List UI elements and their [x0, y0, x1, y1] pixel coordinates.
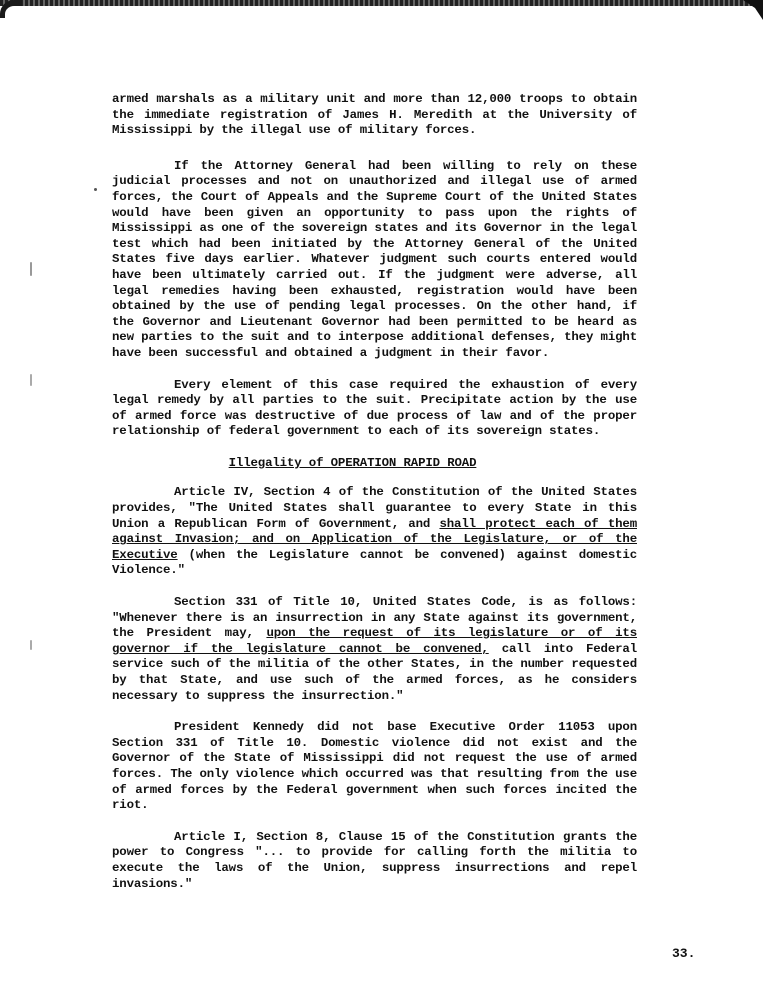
article-iv-underlined: shall protect each of them against Invasion; and on Application of the Legislature, or of the Executive — [112, 516, 637, 562]
paragraph-exhaustion-of-remedies: Every element of this case required the exhaustion of every legal remedy by all parties to the suit. Precipitate action by the use of armed force was destructive of due process of law and of the proper relationship of federal government to each of its sovereign states. — [112, 377, 637, 439]
paragraph-meredith-continuation: armed marshals as a military unit and more than 12,000 troops to obtain the immediate registration of James H. Meredith at the University of Mississippi by the illegal use of military forces. — [112, 92, 637, 138]
section-331-text-end: call into Federal service such of the militia of the other States, in the number requested by that State, and use such of the armed forces, as he considers necessary to suppress the insurrection." — [112, 641, 637, 703]
paragraph-article-i: Article I, Section 8, Clause 15 of the Constitution grants the power to Congress "... to provide for calling forth the militia to execute the laws of the Union, suppress insurrections and repel invasions." — [112, 829, 637, 891]
margin-speck — [30, 374, 32, 386]
article-iv-text: Article IV, Section 4 of the Constitution of the United States provides, "The United States shall guarantee to every State in this Union a Republican Form of Government, and — [112, 485, 637, 531]
margin-speck — [94, 188, 97, 191]
margin-speck — [30, 640, 32, 650]
document-body — [112, 92, 637, 908]
paragraph-judicial-processes: If the Attorney General had been willing to rely on these judicial processes and not on unauthorized and illegal use of armed forces, the Court of Appeals and the Supreme Court of the United States would have been given an opportunity to pass upon the rights of Mississippi as one of the sovereign states and its Governor in the legal test which had been initiated by the Attorney General of the United States five days earlier. Whatever judgment such courts entered would have been ultimately carried out. If the judgment were adverse, all legal remedies having been exhausted, registration would have been obtained by the use of pending legal processes. On the other hand, if the Governor and Lieutenant Governor had been permitted to be heard as new parties to the suit and to interpose additional defenses, they might have been successful and obtained a judgment in their favor. — [112, 158, 637, 360]
scan-edge-top — [0, 0, 763, 6]
paragraph-section-331 — [112, 595, 637, 704]
section-331-underlined: upon the request of its legislature or of its governor if the legislature cannot be convened, — [112, 626, 637, 656]
section-heading: Illegality of OPERATION RAPID ROAD — [228, 455, 477, 470]
section-331-text: Section 331 of Title 10, United States Code, is as follows: "Whenever there is an insurrection in any State against its government, the President may, — [112, 595, 637, 641]
article-iv-text-end: (when the Legislature cannot be convened) against domestic Violence." — [112, 547, 637, 578]
paragraph-article-iv — [112, 485, 637, 579]
paragraph-kennedy-order: President Kennedy did not base Executive Order 11053 upon Section 331 of Title 10. Domestic violence did not exist and the Governor of the State of Mississippi did not request the use of armed forces. The only violence which occurred was that resulting from the use of armed forces by the Federal government when such forces incited the riot. — [112, 720, 637, 813]
page-number: 33. — [672, 946, 696, 961]
margin-speck — [30, 262, 32, 276]
